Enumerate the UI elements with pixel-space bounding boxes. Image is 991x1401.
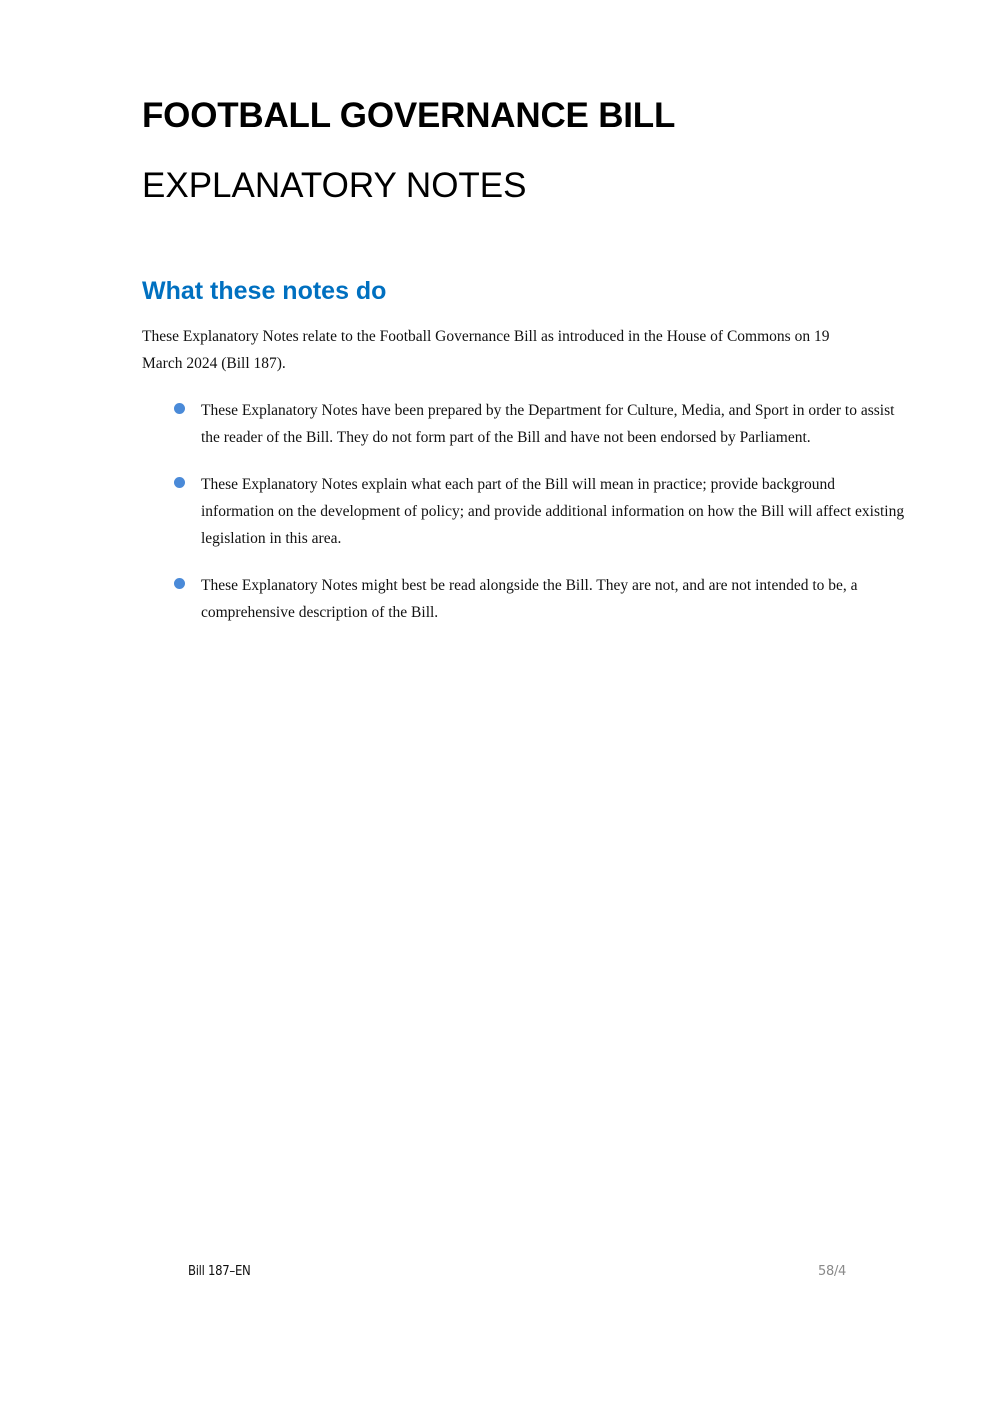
bullet-dot-icon bbox=[174, 578, 185, 589]
bullet-list bbox=[142, 397, 912, 646]
footer-page-code: 58/4 bbox=[818, 1264, 846, 1279]
list-item bbox=[142, 572, 912, 626]
list-item-text: These Explanatory Notes have been prepared by the Department for Culture, Media, and Sport in order to assist the reader of the Bill. They do not form part of the Bill and have not been endorsed by Parliament. bbox=[201, 402, 895, 446]
document-title: FOOTBALL GOVERNANCE BILL bbox=[142, 96, 676, 135]
section-heading: What these notes do bbox=[142, 277, 387, 305]
footer-bill-reference: Bill 187–EN bbox=[188, 1264, 251, 1279]
bullet-dot-icon bbox=[174, 477, 185, 488]
bullet-dot-icon bbox=[174, 403, 185, 414]
list-item bbox=[142, 471, 912, 552]
list-item-text: These Explanatory Notes explain what each part of the Bill will mean in practice; provide background information on the development of policy; and provide additional information on how the Bill will affect existing legislation in this area. bbox=[201, 476, 905, 547]
intro-paragraph: These Explanatory Notes relate to the Football Governance Bill as introduced in the House of Commons on 19 March 2024 (Bill 187). bbox=[142, 328, 830, 372]
list-item bbox=[142, 397, 912, 451]
list-item-text: These Explanatory Notes might best be read alongside the Bill. They are not, and are not intended to be, a comprehensive description of the Bill. bbox=[201, 577, 858, 621]
document-subtitle: EXPLANATORY NOTES bbox=[142, 166, 527, 205]
